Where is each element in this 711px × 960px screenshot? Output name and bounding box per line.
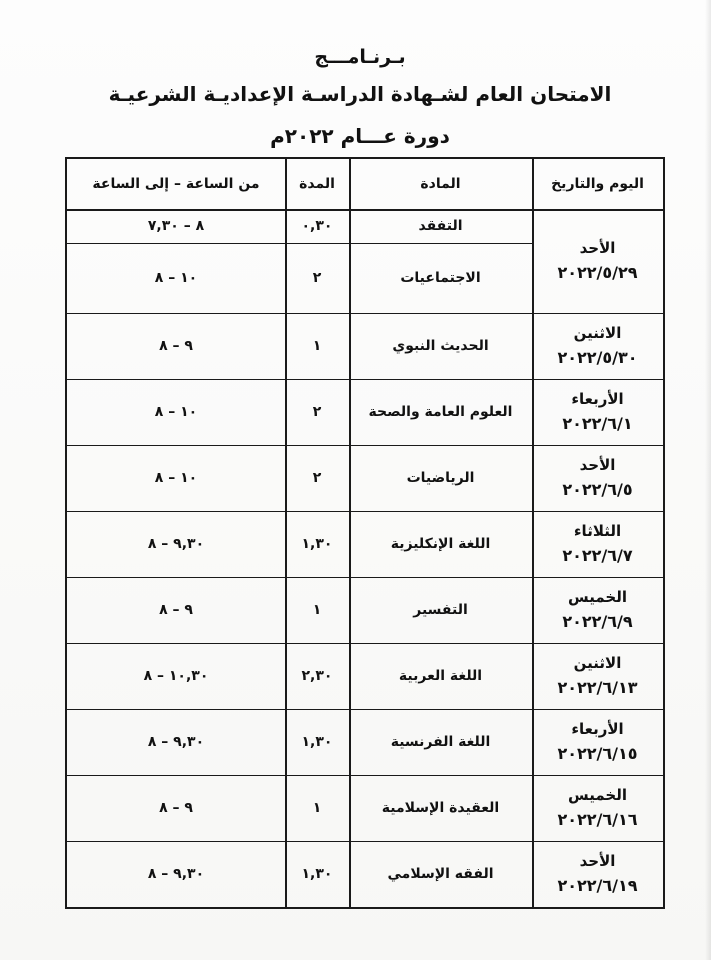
duration-cell: ٢ — [312, 404, 322, 420]
day-name: الأحد — [579, 852, 616, 871]
day-date-cell — [532, 577, 663, 643]
day-name: الأحد — [579, 239, 616, 258]
duration-cell: ٢ — [312, 470, 322, 486]
day-date-cell — [532, 313, 663, 379]
day-date-cell — [532, 643, 663, 709]
exam-date: ٢٠٢٢/٥/٢٩ — [557, 263, 638, 283]
exam-date: ٢٠٢٢/٦/١٩ — [557, 876, 638, 896]
time-cell: ٩ – ٨ — [159, 800, 193, 816]
duration-cell: ٢ — [312, 270, 322, 286]
subject-cell: العقيدة الإسلامية — [381, 800, 500, 816]
exam-date: ٢٠٢٢/٦/٥ — [562, 480, 633, 500]
day-date-cell — [532, 841, 663, 907]
time-cell: ٩ – ٨ — [159, 338, 193, 354]
subject-cell: التفسير — [413, 602, 468, 618]
time-cell: ٩,٣٠ – ٨ — [147, 734, 205, 750]
duration-cell: ٢,٣٠ — [301, 668, 333, 684]
time-cell: ١٠ – ٨ — [154, 470, 198, 486]
exam-title: الامتحان العام لشـهادة الدراسـة الإعداديـة الشرعيـة — [108, 82, 612, 106]
session-title: دورة عـــام ٢٠٢٢م — [270, 124, 450, 148]
day-date-cell — [532, 379, 663, 445]
time-cell: ٨ – ٧,٣٠ — [147, 218, 205, 234]
day-name: الثلاثاء — [573, 522, 622, 541]
time-cell: ١٠ – ٨ — [154, 404, 198, 420]
subject-cell: اللغة الإنكليزية — [390, 536, 491, 552]
time-cell: ٩,٣٠ – ٨ — [147, 536, 205, 552]
day-date-cell — [532, 511, 663, 577]
scan-shadow — [705, 0, 711, 960]
time-cell: ٩,٣٠ – ٨ — [147, 866, 205, 882]
day-name: الاثنين — [573, 324, 622, 343]
subject-cell: العلوم العامة والصحة — [368, 404, 513, 420]
day-name: الأربعاء — [571, 390, 624, 409]
subject-cell: اللغة العربية — [398, 668, 483, 684]
day-date-cell — [532, 709, 663, 775]
exam-date: ٢٠٢٢/٦/١٦ — [557, 810, 638, 830]
exam-schedule-table — [65, 157, 665, 909]
duration-cell: ١,٣٠ — [301, 866, 333, 882]
time-cell: ١٠,٣٠ – ٨ — [143, 668, 209, 684]
day-name: الأحد — [579, 456, 616, 475]
exam-date: ٢٠٢٢/٦/٧ — [562, 546, 633, 566]
subject-cell: الحديث النبوي — [392, 338, 489, 354]
time-cell: ١٠ – ٨ — [154, 270, 198, 286]
header-subject: المادة — [420, 176, 461, 192]
subject-cell: الاجتماعيات — [400, 270, 481, 286]
header-duration: المدة — [299, 176, 335, 192]
day-date-cell — [532, 445, 663, 511]
program-title: بـرنـامـــج — [314, 46, 406, 68]
duration-cell: ١ — [312, 338, 322, 354]
subject-cell: الرياضيات — [406, 470, 475, 486]
exam-date: ٢٠٢٢/٦/١٣ — [557, 678, 638, 698]
duration-cell: ٠,٣٠ — [301, 218, 333, 234]
duration-cell: ١ — [312, 800, 322, 816]
day-date-cell — [532, 209, 663, 313]
exam-date: ٢٠٢٢/٥/٣٠ — [557, 348, 638, 368]
day-name: الخميس — [568, 588, 627, 607]
time-cell: ٩ – ٨ — [159, 602, 193, 618]
duration-cell: ١,٣٠ — [301, 734, 333, 750]
subject-cell: اللغة الفرنسية — [390, 734, 491, 750]
day-name: الاثنين — [573, 654, 622, 673]
day-name: الخميس — [568, 786, 627, 805]
header-time: من الساعة – إلى الساعة — [92, 176, 260, 192]
day-name: الأربعاء — [571, 720, 624, 739]
duration-cell: ١ — [312, 602, 322, 618]
subject-cell: التفقد — [418, 218, 463, 234]
day-date-cell — [532, 775, 663, 841]
exam-date: ٢٠٢٢/٦/١ — [562, 414, 633, 434]
duration-cell: ١,٣٠ — [301, 536, 333, 552]
header-day-date: اليوم والتاريخ — [551, 176, 644, 192]
subject-cell: الفقه الإسلامي — [387, 866, 494, 882]
exam-date: ٢٠٢٢/٦/١٥ — [557, 744, 638, 764]
exam-date: ٢٠٢٢/٦/٩ — [562, 612, 633, 632]
